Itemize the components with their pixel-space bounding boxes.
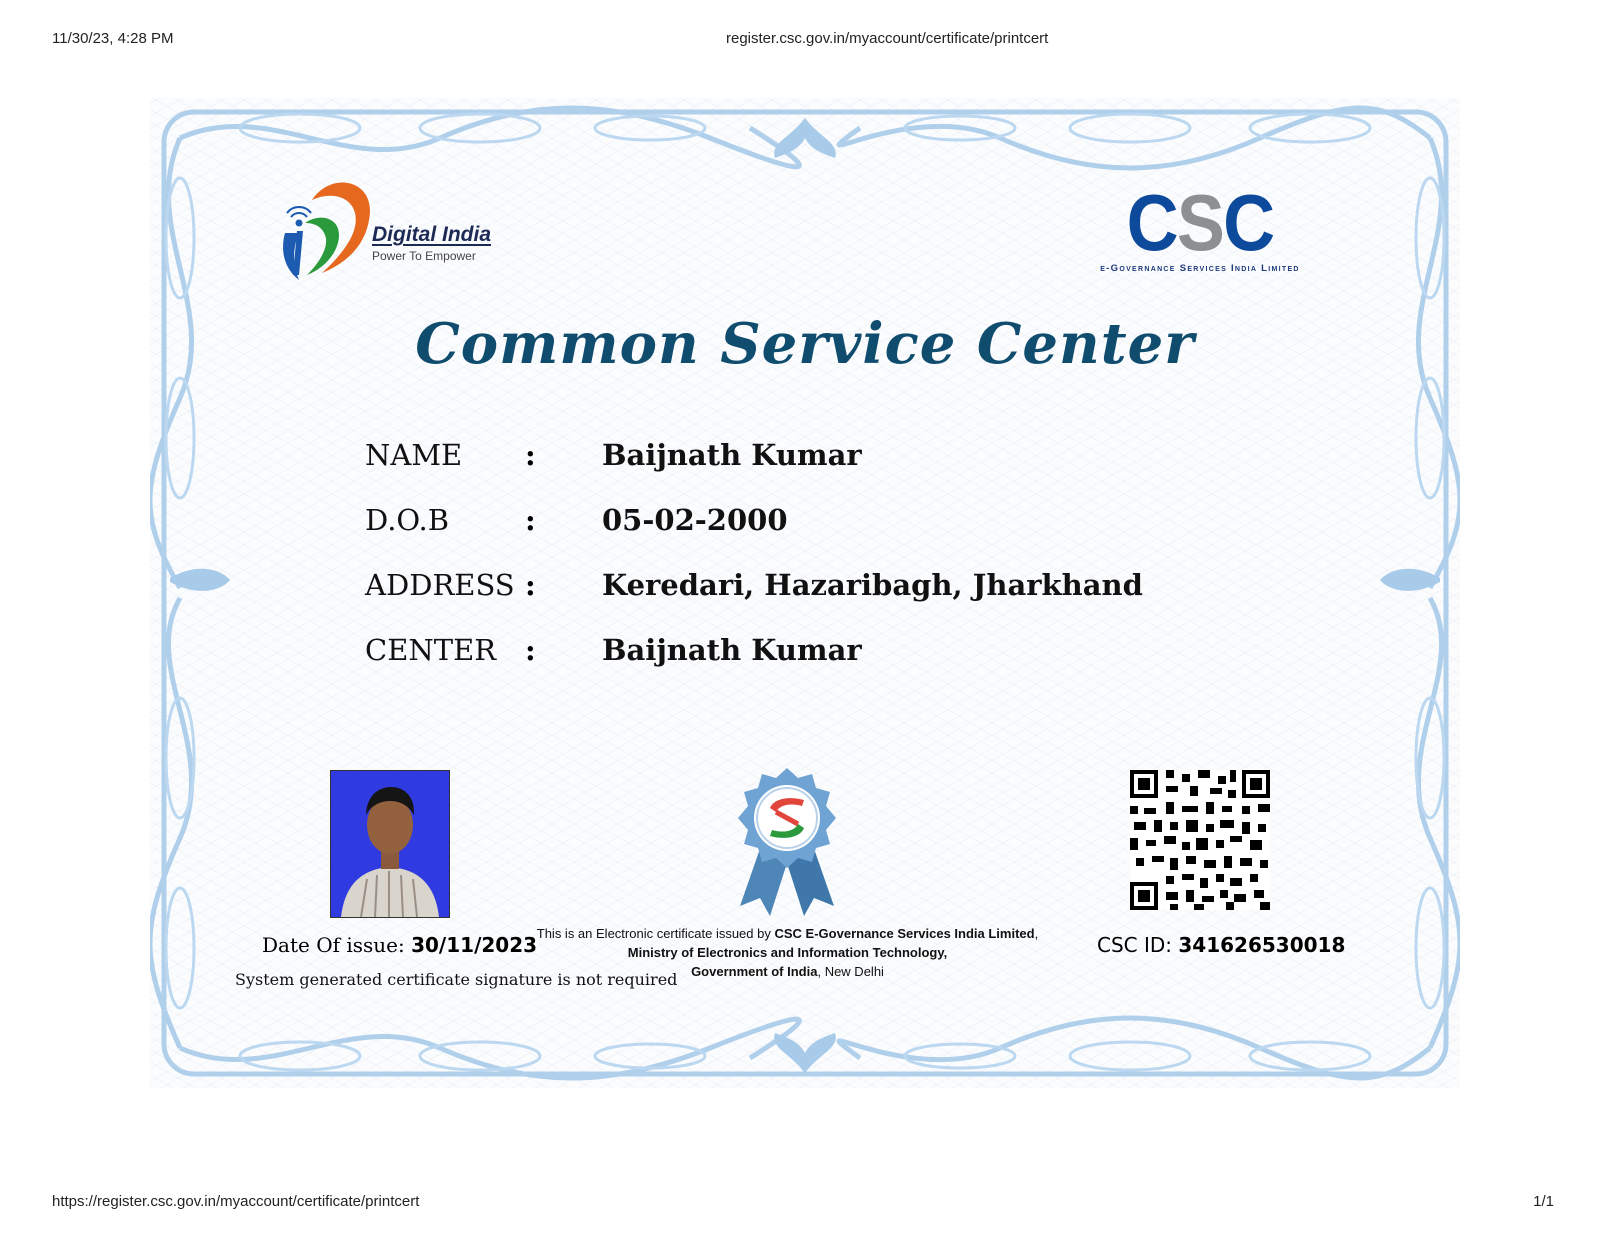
print-header-datetime: 11/30/23, 4:28 PM — [52, 30, 174, 47]
csc-letters — [1088, 178, 1313, 267]
signature-note: System generated certificate signature is not required — [235, 970, 678, 989]
field-value: Keredari, Hazaribagh, Jharkhand — [602, 568, 1143, 602]
digital-india-mark-icon — [277, 175, 377, 287]
field-colon: : — [525, 633, 536, 667]
csc-id-label: CSC ID: — [1097, 933, 1173, 957]
csc-letter-2: S — [1176, 178, 1224, 267]
issue-date — [262, 933, 537, 957]
csc-letter-3: C — [1223, 178, 1274, 267]
field-value: Baijnath Kumar — [602, 438, 862, 472]
holder-photo — [330, 770, 450, 918]
print-footer-url: https://register.csc.gov.in/myaccount/certificate/printcert — [52, 1193, 420, 1210]
csc-letter-1: C — [1126, 178, 1177, 267]
csc-logo — [1075, 178, 1325, 275]
field-label: ADDRESS — [365, 568, 515, 602]
csc-id-value: 341626530018 — [1178, 933, 1346, 957]
issue-date-label: Date Of issue: — [262, 933, 405, 957]
award-ribbon-icon — [732, 768, 842, 918]
field-colon: : — [525, 503, 536, 537]
issuer-gov: Government of India — [691, 964, 818, 979]
print-header-url: register.csc.gov.in/myaccount/certificate/printcert — [726, 30, 1049, 47]
field-value: 05-02-2000 — [602, 503, 788, 537]
csc-id — [1097, 933, 1345, 957]
field-colon: : — [525, 568, 536, 602]
field-label: D.O.B — [365, 503, 450, 537]
issuer-city: , New Delhi — [817, 964, 884, 979]
certificate — [150, 98, 1460, 1088]
field-label: CENTER — [365, 633, 497, 667]
csc-subtitle: e-Governance Services India Limited — [1100, 263, 1300, 274]
person-photo-icon — [331, 771, 449, 917]
field-label: NAME — [365, 438, 463, 472]
digital-india-title: Digital India — [372, 223, 492, 246]
issuer-prefix: This is an Electronic certificate issued by — [536, 926, 771, 941]
certificate-title: Common Service Center — [415, 311, 1195, 377]
qr-code — [1130, 770, 1270, 910]
issuer-statement: This is an Electronic certificate issued by CSC E-Governance Services India Limited, Ministry of Electronics and Information Technology, Government of India, New Delhi — [536, 926, 1039, 979]
issue-date-value: 30/11/2023 — [411, 933, 538, 957]
digital-india-tagline: Power To Empower — [372, 249, 476, 263]
field-colon: : — [525, 438, 536, 472]
field-value: Baijnath Kumar — [602, 633, 862, 667]
issuer-ministry: Ministry of Electronics and Information Technology, — [627, 945, 948, 960]
print-footer-page: 1/1 — [1533, 1193, 1554, 1210]
digital-india-logo — [277, 175, 497, 290]
issuer-org: CSC E-Governance Services India Limited — [774, 926, 1035, 941]
